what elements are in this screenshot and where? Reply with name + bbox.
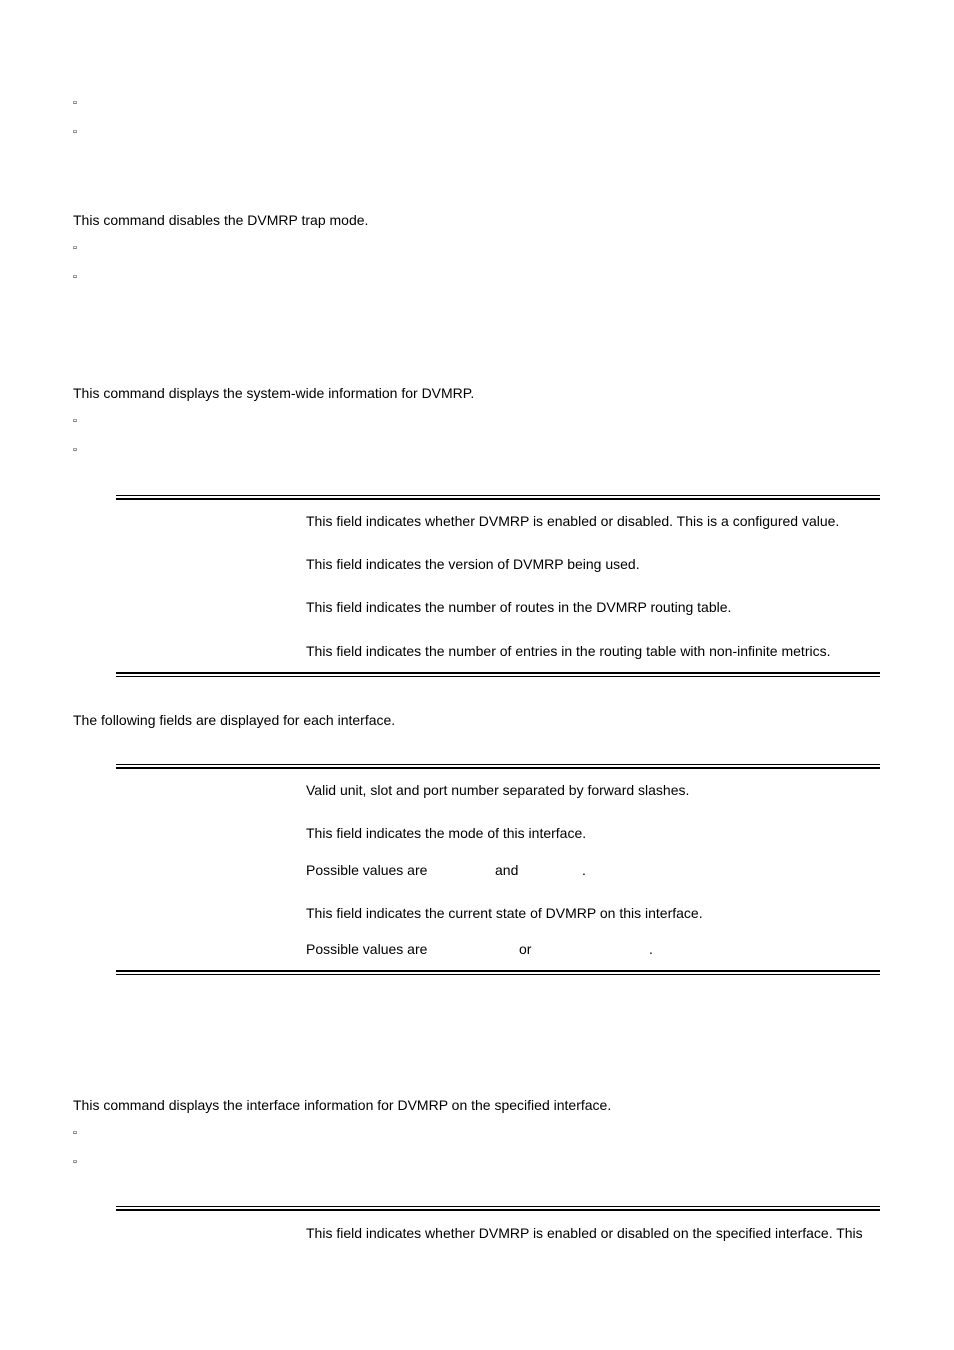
table-cell-description: This field indicates the number of entries in the routing table with non-infinite metrics. — [306, 643, 831, 659]
possible-values-prefix: Possible values are — [306, 941, 428, 957]
table-cell-description: Valid unit, slot and port number separated by forward slashes. — [306, 782, 690, 798]
table-top-rule — [116, 495, 880, 500]
possible-values-prefix: Possible values are — [306, 862, 428, 878]
trap-mode-description: This command disables the DVMRP trap mode. — [73, 212, 369, 228]
table-cell-description: This field indicates the number of routes in the DVMRP routing table. — [306, 599, 732, 615]
table-top-rule — [116, 1206, 880, 1211]
bullet-marker: ▫ — [73, 444, 77, 456]
table-cell-description: This field indicates whether DVMRP is enabled or disabled on the specified interface. This — [306, 1225, 863, 1241]
per-interface-note: The following fields are displayed for each interface. — [73, 712, 396, 728]
table-cell-description: This field indicates the version of DVMRP being used. — [306, 556, 640, 572]
possible-values-join: or — [519, 941, 532, 957]
table-bottom-rule — [116, 970, 880, 975]
possible-values-end: . — [582, 862, 586, 878]
interface-info-description: This command displays the interface information for DVMRP on the specified interface. — [73, 1097, 612, 1113]
table-cell-description: This field indicates the current state of DVMRP on this interface. — [306, 905, 703, 921]
table-top-rule — [116, 764, 880, 769]
bullet-marker: ▫ — [73, 1127, 77, 1139]
global-info-description: This command displays the system-wide information for DVMRP. — [73, 385, 475, 401]
table-cell-description: This field indicates whether DVMRP is enabled or disabled. This is a configured value. — [306, 513, 840, 529]
bullet-marker: ▫ — [73, 1156, 77, 1168]
bullet-marker: ▫ — [73, 97, 77, 109]
bullet-marker: ▫ — [73, 242, 77, 254]
bullet-marker: ▫ — [73, 271, 77, 283]
bullet-marker: ▫ — [73, 126, 77, 138]
possible-values-end: . — [649, 941, 653, 957]
table-cell-description: This field indicates the mode of this interface. — [306, 825, 587, 841]
table-bottom-rule — [116, 672, 880, 677]
bullet-marker: ▫ — [73, 415, 77, 427]
possible-values-join: and — [495, 862, 519, 878]
